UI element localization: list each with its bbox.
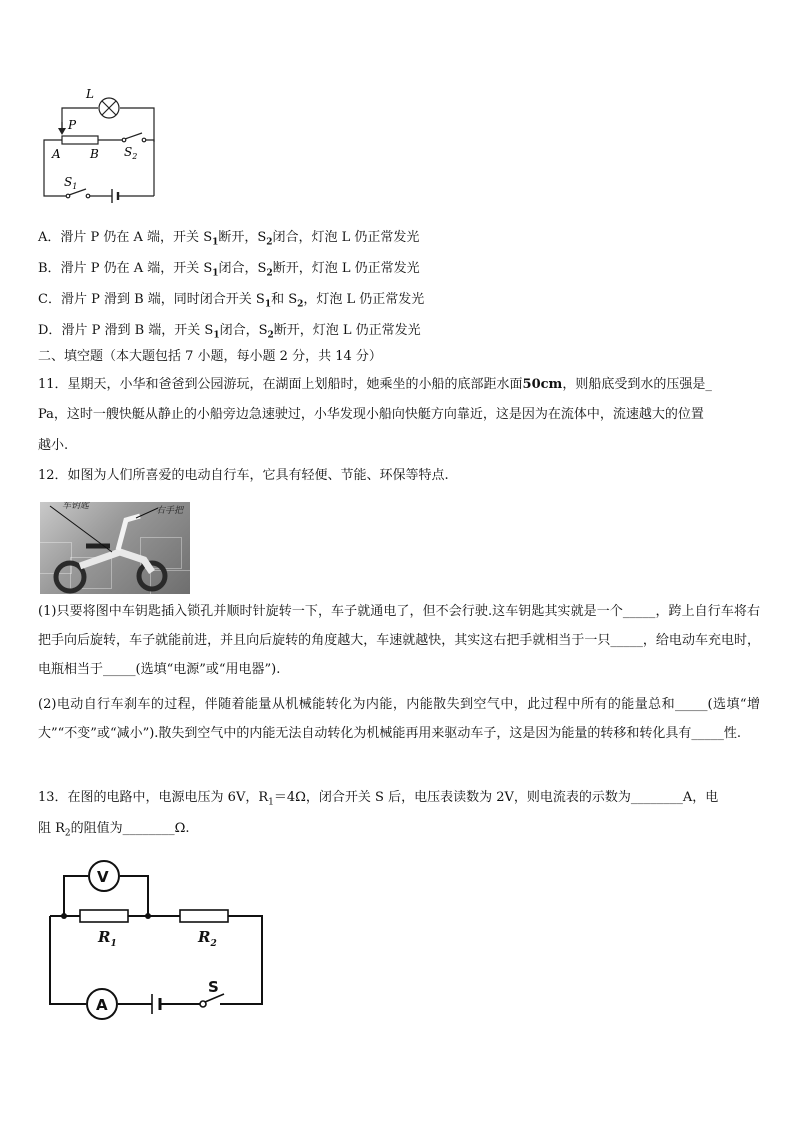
voltmeter-icon bbox=[89, 861, 119, 891]
q11-line1: 11．星期天，小华和爸爸到公园游玩，在湖面上划船时，她乘坐的小船的底部距水面50cm，则船底受到水的压强是_ bbox=[38, 377, 712, 392]
label-handle: 右手把 bbox=[156, 506, 184, 516]
label-A: A bbox=[52, 147, 61, 161]
label-P: P bbox=[68, 118, 77, 132]
label-R1: $R_1$ bbox=[98, 928, 117, 949]
label-R2: $R_2$ bbox=[198, 928, 217, 949]
label-key: 车钥匙 bbox=[62, 502, 90, 511]
label-S1: $S_1$ bbox=[64, 175, 78, 191]
circuit-diagram-1 bbox=[38, 86, 168, 216]
circuit-diagram-2 bbox=[40, 858, 270, 1028]
option-d: D．滑片 P 滑到 B 端，开关 $S_1$闭合，$S_2$断开，灯泡 L 仍正常发光 bbox=[38, 323, 421, 341]
option-b: B．滑片 P 仍在 A 端，开关 $S_1$闭合，$S_2$断开，灯泡 L 仍正常发光 bbox=[38, 261, 420, 279]
slider-arrow-icon bbox=[58, 128, 66, 135]
ammeter-icon bbox=[87, 989, 117, 1019]
svg-text:A: A bbox=[96, 996, 108, 1014]
section-title: 二、填空题（本大题包括 7 小题，每小题 2 分，共 14 分） bbox=[38, 349, 382, 364]
label-S: S bbox=[208, 978, 219, 996]
q11-line2: Pa，这时一艘快艇从静止的小船旁边急速驶过，小华发现小船向快艇方向靠近，这是因为在流体中，流速越大的位置 bbox=[38, 407, 704, 422]
label-S2: $S_2$ bbox=[124, 145, 138, 161]
q11-line3: 越小. bbox=[38, 438, 69, 453]
q12-part1: (1)只要将图中车钥匙插入锁孔并顺时针旋转一下，车子就通电了，但不会行驶.这车钥匙其实就是一个_____，跨上自行车将右把手向后旋转，车子就能前进，并且向后旋转的角度越大，车速就越快，其实这右把手就相当于一只_____，给电动车充电时，电瓶相当于_____(选填“电源”或“用电器”). bbox=[38, 604, 760, 677]
q13-line2: 阻 $R_2$的阻值为________Ω. bbox=[38, 821, 190, 839]
q13-line1: 13．在图的电路中，电源电压为 6V，$R_1=4\Omega$，闭合开关 S 后，电压表读数为 2V，则电流表的示数为________A，电 bbox=[38, 790, 719, 808]
lamp-icon bbox=[99, 98, 119, 118]
label-B: B bbox=[90, 147, 99, 161]
q12-part2: (2)电动自行车刹车的过程，伴随着能量从机械能转化为内能，内能散失到空气中，此过程中所有的能量总和_____(选填“增大”“不变”或“减小”).散失到空气中的内能无法自动转化为机械能再用来驱动车子，这是因为能量的转移和转化具有_____性. bbox=[38, 697, 760, 741]
q12-intro: 12．如图为人们所喜爱的电动自行车，它具有轻便、节能、环保等特点. bbox=[38, 468, 449, 483]
option-c: C．滑片 P 滑到 B 端，同时闭合开关 $S_1$和 $S_2$，灯泡 L 仍正常发光 bbox=[38, 292, 425, 310]
label-L: L bbox=[86, 87, 94, 101]
option-a: A．滑片 P 仍在 A 端，开关 $S_1$断开，$S_2$闭合，灯泡 L 仍正常发光 bbox=[38, 230, 420, 248]
svg-text:V: V bbox=[97, 868, 109, 886]
